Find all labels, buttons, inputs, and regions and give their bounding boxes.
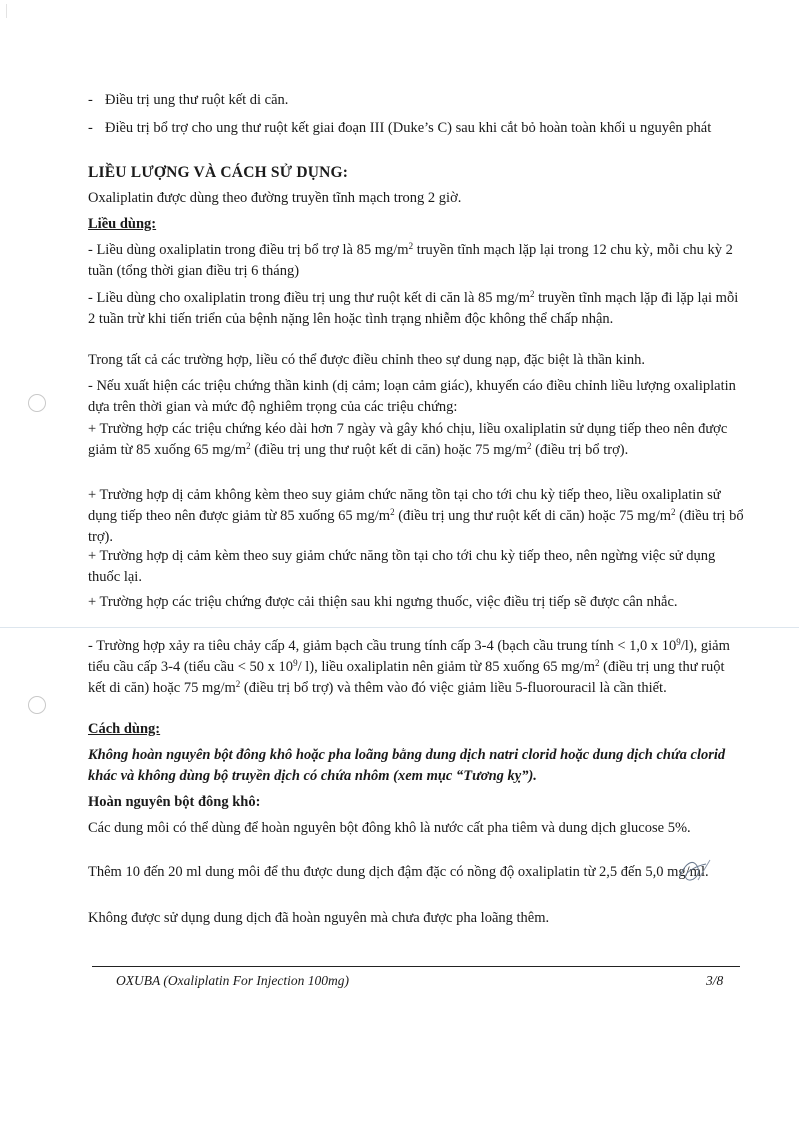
punch-hole-icon: [28, 394, 46, 412]
scan-line: [0, 627, 799, 628]
intro-text: Oxaliplatin được dùng theo đường truyền tĩnh mạch trong 2 giờ.: [88, 190, 462, 206]
section-heading-dosage: LIỀU LƯỢNG VÀ CÁCH SỬ DỤNG:: [88, 164, 349, 181]
adjust-intro: Trong tất cả các trường hợp, liều có thể được điều chỉnh theo sự dung nạp, đặc biệt là thần kinh.: [88, 352, 646, 368]
case-three: + Trường hợp dị cảm kèm theo suy giảm chức năng tồn tại cho tới chu kỳ tiếp theo, nên ngừng việc sử dụng thuốc lại.: [88, 548, 716, 585]
usage-warning: Không hoàn nguyên bột đông khô hoặc pha loãng bằng dung dịch natri clorid hoặc dung dịch chứa clorid khác và không dùng bộ truyền dịch có chứa nhôm (xem mục “Tương kỵ”).: [88, 747, 726, 784]
footer-product: OXUBA (Oxaliplatin For Injection 100mg): [116, 973, 349, 988]
indication-item: [88, 90, 744, 111]
case-four: + Trường hợp các triệu chứng được cải thiện sau khi ngưng thuốc, việc điều trị tiếp sẽ được cân nhắc.: [88, 594, 678, 610]
bullet-dash: -: [88, 92, 93, 108]
scan-mark: [6, 4, 7, 18]
recon-warning: Không được sử dụng dung dịch đã hoàn nguyên mà chưa được pha loãng thêm.: [88, 910, 550, 926]
neuro-intro: - Nếu xuất hiện các triệu chứng thần kinh (dị cảm; loạn cảm giác), khuyến cáo điều chỉnh liều lượng oxaliplatin dựa trên thời gian và mức độ nghiêm trọng của các triệu chứng:: [88, 378, 736, 415]
indication-text: Điều trị bổ trợ cho ung thư ruột kết giai đoạn III (Duke’s C) sau khi cắt bỏ hoàn toàn khối u nguyên phát: [105, 120, 712, 136]
dose-metastatic: - Liều dùng cho oxaliplatin trong điều trị ung thư ruột kết di căn là 85 $mg/m^2$ truyền tĩnh mạch lặp đi lặp lại mỗi 2 tuần trừ khi tiến triển của bệnh nặng lên hoặc tình trạng nhiễm độc không thể chấp nhận.: [88, 289, 739, 327]
recon-solvents: Các dung môi có thể dùng để hoàn nguyên bột đông khô là nước cất pha tiêm và dung dịch glucose 5%.: [88, 820, 691, 836]
diarrhea-adjustment: - Trường hợp xảy ra tiêu chảy cấp 4, giảm bạch cầu trung tính cấp 3-4 (bạch cầu trung tính < 1,0 x $10^9/l$), giảm tiểu cầu cấp 3-4 (tiểu cầu < 50 x $10^9/$ l), liều oxaliplatin nên giảm từ 85 xuống 65 $mg/m^2$ (điều trị ung thư ruột kết di căn) hoặc 75 $mg/m^2$ (điều trị bổ trợ) và thêm vào đó việc giảm liều 5-fluorouracil là cần thiết.: [88, 637, 730, 696]
subheading-dose: Liều dùng:: [88, 216, 157, 232]
subheading-usage: Cách dùng:: [88, 721, 161, 737]
punch-hole-icon: [28, 696, 46, 714]
bullet-dash: -: [88, 120, 93, 136]
footer-divider: [92, 966, 740, 967]
subheading-reconstitution: Hoàn nguyên bột đông khô:: [88, 794, 261, 810]
case-two: + Trường hợp dị cảm không kèm theo suy giảm chức năng tồn tại cho tới chu kỳ tiếp theo, liều oxaliplatin sử dụng tiếp theo nên được giảm từ 85 xuống 65 $mg/m^2$ (điều trị ung thư ruột kết di căn) hoặc 75 $mg/m^2$ (điều trị bổ trợ).: [88, 487, 744, 545]
case-one: + Trường hợp các triệu chứng kéo dài hơn 7 ngày và gây khó chịu, liều oxaliplatin sử dụng tiếp theo nên được giảm từ 85 xuống 65 $mg/m^2$ (điều trị ung thư ruột kết di căn) hoặc 75 $mg/m^2$ (điều trị bổ trợ).: [88, 421, 728, 458]
indication-text: Điều trị ung thư ruột kết di căn.: [105, 92, 289, 108]
recon-concentration: Thêm 10 đến 20 ml dung môi để thu được dung dịch đậm đặc có nồng độ oxaliplatin từ 2,5 đến 5,0 mg/ml.: [88, 864, 709, 880]
footer-page-number: 3/8: [706, 973, 724, 988]
dose-adjuvant: - Liều dùng oxaliplatin trong điều trị bổ trợ là 85 $mg/m^2$ truyền tĩnh mạch lặp lại trong 12 chu kỳ, mỗi chu kỳ 2 tuần (tổng thời gian điều trị 6 tháng): [88, 241, 733, 279]
indication-item: [88, 118, 744, 139]
pen-mark-icon: [676, 854, 716, 888]
